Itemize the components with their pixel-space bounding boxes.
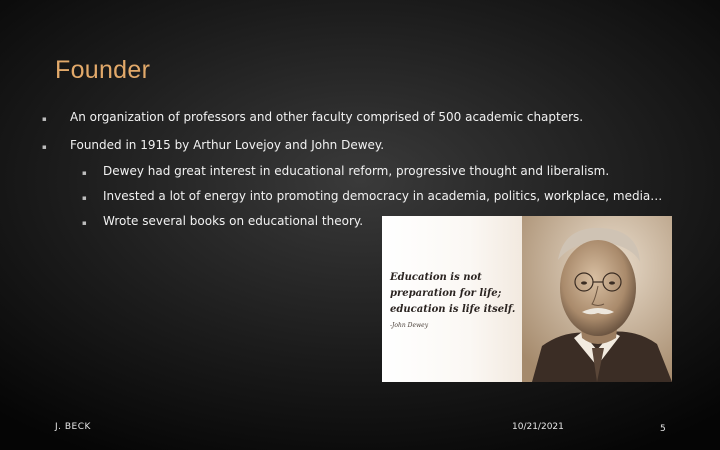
dewey-quote-image xyxy=(382,216,672,382)
sub-bullet-marker: ▪ xyxy=(82,169,87,177)
slide-title: Founder xyxy=(55,56,151,84)
quote-line: preparation for life; xyxy=(390,288,502,299)
page-number: 5 xyxy=(660,424,666,434)
quote-text xyxy=(390,270,530,318)
portrait-photo xyxy=(522,216,672,382)
sub-bullet-item: Invested a lot of energy into promoting democracy in academia, politics, workplace, media… xyxy=(103,189,663,203)
bullet-marker: ▪ xyxy=(42,143,47,151)
quote-attribution: -John Dewey xyxy=(390,322,429,329)
footer-date: 10/21/2021 xyxy=(512,422,564,432)
footer-author: J. BECK xyxy=(55,422,91,432)
sub-bullet-item: Dewey had great interest in educational reform, progressive thought and liberalism. xyxy=(103,164,610,178)
sub-bullet-item: Wrote several books on educational theory. xyxy=(103,214,364,228)
sub-bullet-marker: ▪ xyxy=(82,219,87,227)
bullet-item: Founded in 1915 by Arthur Lovejoy and John Dewey. xyxy=(70,138,385,152)
quote-line: education is life itself. xyxy=(390,304,516,315)
bullet-marker: ▪ xyxy=(42,115,47,123)
quote-line: Education is not xyxy=(390,272,482,283)
sub-bullet-marker: ▪ xyxy=(82,194,87,202)
bullet-item: An organization of professors and other faculty comprised of 500 academic chapters. xyxy=(70,110,584,124)
